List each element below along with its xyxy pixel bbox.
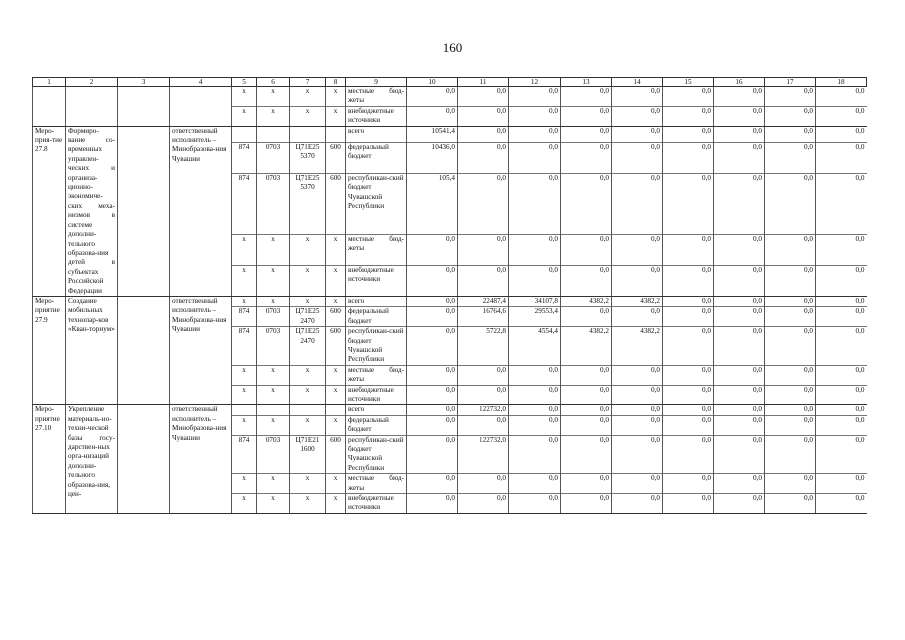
cell-amount: 0,0 (407, 106, 458, 126)
cell-amount: 0,0 (509, 234, 561, 265)
cell-name: Укрепление материаль-но-техни-ческой базы госу-дарствен-ных орга-низаций дополни-тельного образова-ния, цен- (66, 405, 118, 513)
cell-expense-type: х (326, 365, 346, 385)
cell-amount: 0,0 (509, 474, 561, 494)
cell-amount: 0,0 (458, 87, 509, 107)
cell-expense-type: х (326, 415, 346, 435)
cell-target-code: х (290, 87, 326, 107)
cell-section-code: 0703 (257, 142, 290, 173)
cell-target-code: х (290, 474, 326, 494)
cell-funding-source: внебюджетные источники (346, 385, 407, 405)
cell-expense-type: 600 (326, 174, 346, 235)
cell-amount: 0,0 (714, 307, 765, 327)
cell-section-code: 0703 (257, 307, 290, 327)
table-row (33, 296, 867, 306)
cell-amount: 22487,4 (458, 296, 509, 306)
column-number: 14 (612, 78, 663, 87)
cell-amount: 0,0 (509, 265, 561, 296)
cell-amount: 0,0 (458, 385, 509, 405)
cell-amount: 0,0 (663, 405, 714, 415)
cell-funding-source: федеральный бюджет (346, 307, 407, 327)
cell-expense-type: х (326, 494, 346, 514)
cell-ministry-code: х (232, 494, 257, 514)
cell-ministry-code: 874 (232, 327, 257, 366)
cell-amount: 0,0 (714, 405, 765, 415)
cell-amount: 0,0 (509, 142, 561, 173)
cell-blank (118, 296, 170, 404)
cell-amount: 0,0 (714, 142, 765, 173)
cell-amount: 0,0 (561, 106, 612, 126)
cell-amount: 0,0 (561, 174, 612, 235)
cell-amount: 0,0 (458, 234, 509, 265)
cell-amount: 0,0 (509, 415, 561, 435)
cell-amount: 0,0 (458, 174, 509, 235)
cell-name: Создание мобильных технопар-ков «Кван-ториум» (66, 296, 118, 404)
column-number: 15 (663, 78, 714, 87)
cell-amount: 0,0 (663, 385, 714, 405)
cell-section-code: х (257, 87, 290, 107)
cell-amount: 0,0 (509, 494, 561, 514)
cell-amount: 0,0 (612, 385, 663, 405)
cell-section-code: х (257, 106, 290, 126)
cell-blank (118, 405, 170, 513)
cell-target-code (290, 126, 326, 142)
column-number: 18 (816, 78, 867, 87)
cell-amount: 0,0 (816, 296, 867, 306)
cell-amount: 0,0 (816, 265, 867, 296)
cell-amount: 0,0 (816, 474, 867, 494)
cell-expense-type: х (326, 87, 346, 107)
cell-amount: 0,0 (458, 265, 509, 296)
cell-amount: 0,0 (816, 142, 867, 173)
cell-amount: 0,0 (765, 405, 816, 415)
cell-target-code: х (290, 365, 326, 385)
cell-amount: 0,0 (816, 435, 867, 474)
cell-ministry-code (232, 126, 257, 142)
cell-amount: 0,0 (816, 106, 867, 126)
cell-amount: 0,0 (561, 435, 612, 474)
column-number: 11 (458, 78, 509, 87)
cell-funding-source: республикан-ский бюджет Чувашской Республики (346, 327, 407, 366)
cell-amount: 0,0 (509, 385, 561, 405)
column-number: 5 (232, 78, 257, 87)
column-number: 12 (509, 78, 561, 87)
cell-name: Формиро-вание со-временных управлен-ческих и организа-ционно-экономиче-ских меха-низмов в системе дополни-тельного образова-ния детей в субъектах Российской Федерации (66, 126, 118, 296)
cell-amount: 0,0 (714, 174, 765, 235)
cell-amount: 0,0 (765, 415, 816, 435)
cell-amount: 0,0 (612, 494, 663, 514)
cell-amount: 0,0 (816, 126, 867, 142)
cell-amount: 0,0 (407, 87, 458, 107)
cell-amount: 0,0 (765, 296, 816, 306)
cell-measure (33, 87, 66, 127)
cell-responsible: ответственный исполнитель – Минобразова-ния Чувашии (170, 296, 232, 404)
cell-target-code (290, 405, 326, 415)
cell-amount: 0,0 (612, 415, 663, 435)
cell-funding-source: республикан-ский бюджет Чувашской Республики (346, 435, 407, 474)
column-number: 2 (66, 78, 118, 87)
cell-amount: 4382,2 (561, 327, 612, 366)
cell-responsible (170, 87, 232, 127)
cell-amount: 0,0 (458, 106, 509, 126)
cell-amount: 0,0 (714, 126, 765, 142)
cell-amount: 0,0 (816, 494, 867, 514)
cell-ministry-code: х (232, 385, 257, 405)
column-number: 10 (407, 78, 458, 87)
cell-amount: 0,0 (509, 106, 561, 126)
cell-expense-type: 600 (326, 142, 346, 173)
cell-amount: 0,0 (663, 307, 714, 327)
cell-funding-source: всего (346, 296, 407, 306)
cell-amount: 10436,0 (407, 142, 458, 173)
cell-amount: 29553,4 (509, 307, 561, 327)
cell-amount: 0,0 (509, 126, 561, 142)
cell-section-code: 0703 (257, 174, 290, 235)
cell-amount: 105,4 (407, 174, 458, 235)
cell-target-code: Ц71Е21 1600 (290, 435, 326, 474)
cell-expense-type (326, 405, 346, 415)
cell-funding-source: местные бюд-жеты (346, 87, 407, 107)
cell-amount: 0,0 (612, 142, 663, 173)
cell-amount: 0,0 (458, 142, 509, 173)
cell-expense-type: х (326, 385, 346, 405)
cell-section-code: х (257, 234, 290, 265)
cell-amount: 0,0 (765, 265, 816, 296)
cell-amount: 0,0 (612, 87, 663, 107)
cell-funding-source: внебюджетные источники (346, 494, 407, 514)
cell-amount: 10541,4 (407, 126, 458, 142)
cell-amount: 0,0 (765, 106, 816, 126)
cell-ministry-code: х (232, 234, 257, 265)
cell-measure: Меро-приятие 27.9 (33, 296, 66, 404)
cell-target-code: х (290, 494, 326, 514)
cell-amount: 0,0 (561, 87, 612, 107)
cell-ministry-code: х (232, 415, 257, 435)
cell-target-code: х (290, 106, 326, 126)
cell-amount: 0,0 (663, 296, 714, 306)
cell-expense-type: 600 (326, 327, 346, 366)
column-number: 6 (257, 78, 290, 87)
cell-section-code (257, 126, 290, 142)
cell-funding-source: республикан-ский бюджет Чувашской Республики (346, 174, 407, 235)
cell-amount: 0,0 (714, 327, 765, 366)
cell-amount: 0,0 (509, 365, 561, 385)
cell-amount: 0,0 (458, 126, 509, 142)
budget-table (32, 77, 867, 514)
cell-amount: 0,0 (407, 494, 458, 514)
cell-amount: 0,0 (714, 365, 765, 385)
column-number: 13 (561, 78, 612, 87)
cell-section-code: х (257, 296, 290, 306)
cell-amount: 0,0 (561, 385, 612, 405)
cell-amount: 0,0 (714, 415, 765, 435)
cell-amount: 0,0 (407, 327, 458, 366)
cell-amount: 0,0 (663, 265, 714, 296)
cell-target-code: х (290, 385, 326, 405)
column-number: 17 (765, 78, 816, 87)
column-number-row (33, 78, 867, 87)
cell-amount: 0,0 (663, 494, 714, 514)
column-number: 1 (33, 78, 66, 87)
cell-amount: 0,0 (663, 365, 714, 385)
cell-ministry-code: 874 (232, 307, 257, 327)
cell-ministry-code: 874 (232, 435, 257, 474)
cell-funding-source: федеральный бюджет (346, 415, 407, 435)
column-number: 4 (170, 78, 232, 87)
cell-expense-type (326, 126, 346, 142)
cell-section-code: х (257, 415, 290, 435)
cell-ministry-code: х (232, 106, 257, 126)
cell-amount: 34107,8 (509, 296, 561, 306)
cell-amount: 0,0 (561, 126, 612, 142)
cell-amount: 0,0 (407, 415, 458, 435)
cell-amount: 0,0 (816, 174, 867, 235)
cell-target-code: х (290, 234, 326, 265)
cell-funding-source: внебюджетные источники (346, 265, 407, 296)
cell-amount: 4382,2 (612, 296, 663, 306)
cell-amount: 0,0 (612, 234, 663, 265)
cell-amount: 0,0 (714, 435, 765, 474)
cell-amount: 0,0 (458, 365, 509, 385)
cell-amount: 0,0 (663, 234, 714, 265)
cell-amount: 0,0 (612, 307, 663, 327)
cell-amount: 0,0 (816, 87, 867, 107)
cell-ministry-code: х (232, 87, 257, 107)
cell-amount: 0,0 (765, 234, 816, 265)
cell-expense-type: х (326, 106, 346, 126)
cell-amount: 0,0 (561, 307, 612, 327)
cell-amount: 0,0 (407, 307, 458, 327)
cell-section-code: х (257, 365, 290, 385)
cell-target-code: Ц71Е25 5370 (290, 142, 326, 173)
column-number: 7 (290, 78, 326, 87)
cell-funding-source: всего (346, 405, 407, 415)
cell-amount: 0,0 (714, 106, 765, 126)
cell-target-code: Ц71Е25 5370 (290, 174, 326, 235)
cell-amount: 0,0 (765, 87, 816, 107)
cell-target-code: х (290, 265, 326, 296)
cell-amount: 0,0 (765, 494, 816, 514)
cell-amount: 0,0 (816, 385, 867, 405)
cell-amount: 4382,2 (612, 327, 663, 366)
cell-responsible: ответственный исполнитель – Минобразова-ния Чувашии (170, 405, 232, 513)
cell-amount: 0,0 (407, 234, 458, 265)
cell-expense-type: х (326, 234, 346, 265)
cell-amount: 0,0 (816, 327, 867, 366)
cell-amount: 0,0 (816, 365, 867, 385)
page-number: 160 (442, 40, 463, 55)
cell-amount: 0,0 (561, 365, 612, 385)
cell-amount: 0,0 (816, 234, 867, 265)
cell-amount: 0,0 (407, 365, 458, 385)
cell-expense-type: 600 (326, 307, 346, 327)
cell-amount: 0,0 (765, 307, 816, 327)
cell-expense-type: х (326, 474, 346, 494)
cell-ministry-code: х (232, 296, 257, 306)
cell-amount: 0,0 (561, 405, 612, 415)
cell-amount: 0,0 (407, 435, 458, 474)
cell-amount: 0,0 (612, 265, 663, 296)
cell-amount: 0,0 (765, 474, 816, 494)
table-row (33, 87, 867, 107)
cell-amount: 0,0 (816, 415, 867, 435)
cell-amount: 0,0 (714, 234, 765, 265)
cell-amount: 0,0 (765, 126, 816, 142)
cell-amount: 0,0 (509, 87, 561, 107)
cell-amount: 0,0 (765, 174, 816, 235)
cell-amount: 0,0 (561, 142, 612, 173)
cell-expense-type: х (326, 296, 346, 306)
cell-amount: 0,0 (765, 365, 816, 385)
cell-expense-type: х (326, 265, 346, 296)
cell-expense-type: 600 (326, 435, 346, 474)
column-number: 9 (346, 78, 407, 87)
column-number: 16 (714, 78, 765, 87)
cell-funding-source: федеральный бюджет (346, 142, 407, 173)
cell-amount: 4382,2 (561, 296, 612, 306)
cell-name (66, 87, 118, 127)
cell-amount: 0,0 (663, 415, 714, 435)
cell-amount: 0,0 (612, 435, 663, 474)
cell-ministry-code: х (232, 365, 257, 385)
cell-funding-source: внебюджетные источники (346, 106, 407, 126)
cell-amount: 0,0 (816, 405, 867, 415)
cell-amount: 0,0 (612, 126, 663, 142)
cell-section-code: х (257, 494, 290, 514)
cell-funding-source: местные бюд-жеты (346, 474, 407, 494)
table-row (33, 126, 867, 142)
cell-ministry-code (232, 405, 257, 415)
cell-amount: 0,0 (612, 106, 663, 126)
cell-section-code: х (257, 265, 290, 296)
cell-amount: 0,0 (612, 365, 663, 385)
cell-section-code: 0703 (257, 327, 290, 366)
cell-amount: 0,0 (663, 142, 714, 173)
cell-amount: 0,0 (407, 385, 458, 405)
cell-amount: 0,0 (663, 126, 714, 142)
cell-amount: 0,0 (663, 106, 714, 126)
cell-target-code: х (290, 415, 326, 435)
cell-ministry-code: 874 (232, 174, 257, 235)
cell-target-code: Ц71Е25 2470 (290, 307, 326, 327)
cell-amount: 0,0 (407, 296, 458, 306)
cell-amount: 0,0 (612, 405, 663, 415)
cell-amount: 0,0 (561, 415, 612, 435)
cell-blank (118, 126, 170, 296)
column-number: 3 (118, 78, 170, 87)
cell-amount: 0,0 (561, 474, 612, 494)
cell-amount: 0,0 (509, 435, 561, 474)
cell-amount: 4554,4 (509, 327, 561, 366)
cell-section-code (257, 405, 290, 415)
cell-amount: 0,0 (612, 174, 663, 235)
cell-ministry-code: х (232, 474, 257, 494)
cell-section-code: х (257, 474, 290, 494)
cell-amount: 0,0 (509, 174, 561, 235)
cell-amount: 0,0 (612, 474, 663, 494)
cell-funding-source: местные бюд-жеты (346, 234, 407, 265)
cell-amount: 0,0 (407, 265, 458, 296)
cell-amount: 0,0 (561, 265, 612, 296)
cell-measure: Меро-приятие 27.10 (33, 405, 66, 513)
cell-amount: 0,0 (714, 296, 765, 306)
cell-amount: 0,0 (765, 327, 816, 366)
cell-section-code: 0703 (257, 435, 290, 474)
cell-amount: 0,0 (663, 174, 714, 235)
cell-amount: 16764,6 (458, 307, 509, 327)
cell-ministry-code: 874 (232, 142, 257, 173)
cell-blank (118, 87, 170, 127)
cell-amount: 0,0 (765, 142, 816, 173)
cell-amount: 0,0 (714, 494, 765, 514)
cell-amount: 0,0 (407, 474, 458, 494)
cell-target-code: х (290, 296, 326, 306)
cell-measure: Меро-прия-тие 27.8 (33, 126, 66, 296)
column-number: 8 (326, 78, 346, 87)
cell-responsible: ответственный исполнитель – Минобразова-ния Чувашии (170, 126, 232, 296)
cell-amount: 0,0 (458, 494, 509, 514)
cell-amount: 0,0 (765, 435, 816, 474)
cell-amount: 0,0 (765, 385, 816, 405)
cell-amount: 122732,0 (458, 435, 509, 474)
cell-amount: 0,0 (561, 234, 612, 265)
cell-funding-source: всего (346, 126, 407, 142)
cell-amount: 5722,8 (458, 327, 509, 366)
cell-amount: 0,0 (509, 405, 561, 415)
cell-amount: 0,0 (714, 385, 765, 405)
cell-ministry-code: х (232, 265, 257, 296)
cell-amount: 122732,0 (458, 405, 509, 415)
cell-amount: 0,0 (561, 494, 612, 514)
table-body (33, 87, 867, 514)
cell-amount: 0,0 (663, 87, 714, 107)
cell-amount: 0,0 (663, 474, 714, 494)
cell-amount: 0,0 (714, 265, 765, 296)
cell-amount: 0,0 (663, 327, 714, 366)
cell-section-code: х (257, 385, 290, 405)
cell-amount: 0,0 (714, 474, 765, 494)
cell-amount: 0,0 (458, 474, 509, 494)
cell-target-code: Ц71Е25 2470 (290, 327, 326, 366)
cell-amount: 0,0 (663, 435, 714, 474)
cell-funding-source: местные бюд-жеты (346, 365, 407, 385)
table-row (33, 405, 867, 415)
cell-amount: 0,0 (816, 307, 867, 327)
cell-amount: 0,0 (407, 405, 458, 415)
cell-amount: 0,0 (458, 415, 509, 435)
cell-amount: 0,0 (714, 87, 765, 107)
